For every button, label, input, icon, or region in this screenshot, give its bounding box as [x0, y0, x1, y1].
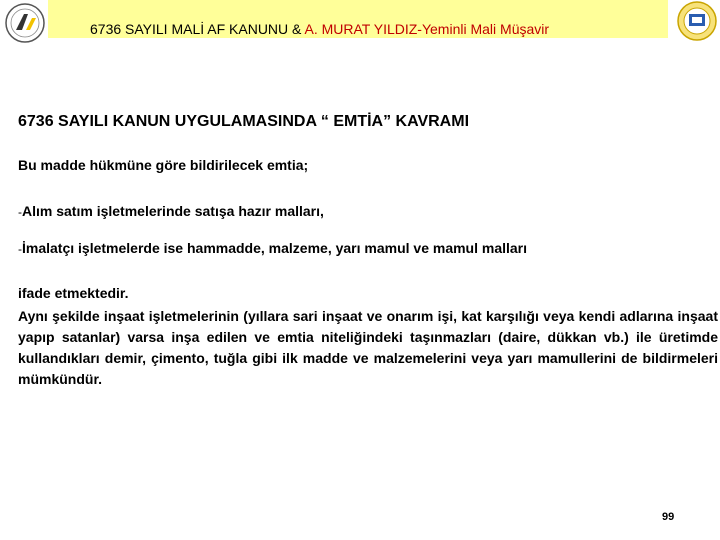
- slide-title: 6736 SAYILI KANUN UYGULAMASINDA “ EMTİA” KAVRAMI: [18, 113, 470, 130]
- page-number: 99: [662, 511, 675, 523]
- seal-logo-icon: [675, 0, 719, 42]
- list-dash: -: [18, 205, 22, 219]
- header-author: A. MURAT YILDIZ-Yeminli Mali Müşavir: [304, 21, 550, 37]
- list-dash: -: [18, 242, 22, 256]
- closing-text: ifade etmektedir.: [18, 285, 129, 301]
- list-item: [18, 240, 527, 256]
- header-title: [90, 21, 549, 37]
- seal-logo-icon: [2, 2, 48, 44]
- intro-text: Bu madde hükmüne göre bildirilecek emtia;: [18, 157, 309, 173]
- list-item: [18, 203, 324, 219]
- list-item-text: İmalatçı işletmelerde ise hammadde, malzeme, yarı mamul ve mamul malları: [22, 240, 528, 256]
- list-item-text: Alım satım işletmelerinde satışa hazır malları,: [22, 203, 324, 219]
- header-title-prefix: 6736 SAYILI MALİ AF KANUNU &: [90, 21, 305, 37]
- body-paragraph: Aynı şekilde inşaat işletmelerinin (yıllara sari inşaat ve onarım işi, kat karşılığı veya kendi adlarına inşaat yapıp satanlar) varsa inşa edilen ve emtia niteliğindeki taşınmazları (daire, dükkan vb.) ile üretimde kullandıkları demir, çimento, tuğla gibi ilk madde ve malzemelerini veya yarı mamullerini de bildirmeleri mümkündür.: [18, 308, 718, 387]
